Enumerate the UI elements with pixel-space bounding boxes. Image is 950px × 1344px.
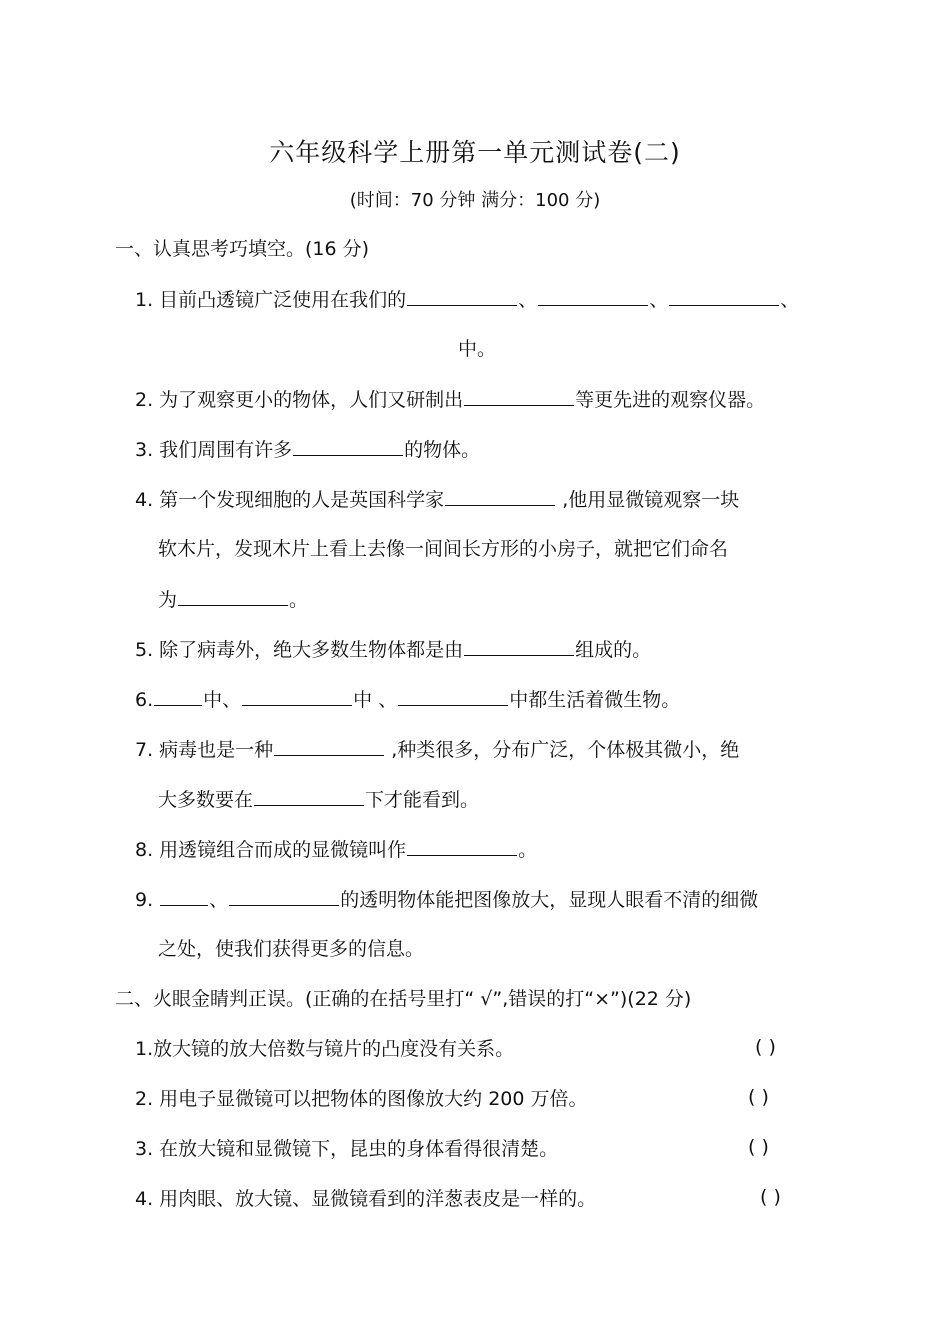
q7-l2-end: 下才能看到。 (365, 789, 480, 811)
q5-blank[interactable] (464, 636, 574, 656)
question-7 (135, 736, 739, 763)
q3-blank[interactable] (293, 436, 403, 456)
q8-text: 8. 用透镜组合而成的显微镜叫作 (135, 839, 407, 861)
q9-blank-1[interactable] (160, 886, 208, 906)
question-6 (135, 686, 680, 713)
q1-text: 1. 目前凸透镜广泛使用在我们的 (135, 289, 407, 311)
question-4 (135, 486, 739, 513)
q9-line-2: 之处，使我们获得更多的信息。 (158, 938, 425, 960)
q9-number: 9. (135, 889, 160, 911)
judge-answer-3[interactable]: ( ) (748, 1136, 769, 1158)
question-5 (135, 636, 651, 663)
judge-item-1: 1.放大镜的放大倍数与镜片的凸度没有关系。 (135, 1038, 515, 1060)
q1-sep-1: 、 (518, 289, 538, 311)
q6-text-1: 中、 (203, 689, 242, 711)
q6-text-2: 中 、 (353, 689, 398, 711)
q8-text-end: 。 (518, 839, 538, 861)
q1-sep-3: 、 (780, 289, 800, 311)
q4-blank-2[interactable] (178, 586, 288, 606)
q9-sep: 、 (209, 889, 229, 911)
page-title: 六年级科学上册第一单元测试卷(二) (269, 138, 681, 167)
question-2 (135, 386, 765, 413)
q1-blank-3[interactable] (669, 286, 779, 306)
q4-text: 4. 第一个发现细胞的人是英国科学家 (135, 489, 445, 511)
q7-text-mid: ,种类很多，分布广泛，个体极其微小，绝 (385, 739, 740, 761)
q7-line-2 (158, 786, 479, 813)
q5-text-end: 组成的。 (575, 639, 652, 661)
q6-blank-3[interactable] (398, 686, 508, 706)
exam-subtitle: (时间：70 分钟 满分：100 分) (349, 190, 601, 211)
q3-text-end: 的物体。 (404, 439, 481, 461)
question-1 (135, 286, 799, 313)
q6-text-3: 中都生活着微生物。 (509, 689, 681, 711)
question-3 (135, 436, 480, 463)
judge-answer-2[interactable]: ( ) (748, 1086, 769, 1108)
q2-blank[interactable] (464, 386, 574, 406)
q4-l3-end: 。 (289, 589, 309, 611)
q1-continuation: 中。 (458, 338, 497, 360)
q8-blank[interactable] (407, 836, 517, 856)
question-8 (135, 836, 537, 863)
q1-blank-1[interactable] (407, 286, 517, 306)
section2-heading: 二、火眼金睛判正误。(正确的在括号里打“ √”,错误的打“×”)(22 分) (115, 988, 692, 1010)
q6-blank-1[interactable] (154, 686, 202, 706)
judge-answer-1[interactable]: ( ) (755, 1036, 776, 1058)
q6-number: 6. (135, 689, 154, 711)
q9-text: 的透明物体能把图像放大，显现人眼看不清的细微 (340, 889, 759, 911)
q1-sep-2: 、 (649, 289, 669, 311)
q7-l2-text: 大多数要在 (158, 789, 254, 811)
q1-blank-2[interactable] (538, 286, 648, 306)
q4-l3-text: 为 (158, 589, 178, 611)
q2-text-end: 等更先进的观察仪器。 (575, 389, 766, 411)
q2-text: 2. 为了观察更小的物体，人们又研制出 (135, 389, 464, 411)
q4-line-2: 软木片，发现木片上看上去像一间间长方形的小房子，就把它们命名 (158, 538, 729, 560)
section1-heading: 一、认真思考巧填空。(16 分) (115, 238, 370, 260)
q4-text-mid: ,他用显微镜观察一块 (556, 489, 740, 511)
judge-item-2: 2. 用电子显微镜可以把物体的图像放大约 200 万倍。 (135, 1088, 588, 1110)
q7-blank-2[interactable] (254, 786, 364, 806)
q5-text: 5. 除了病毒外，绝大多数生物体都是由 (135, 639, 464, 661)
question-9 (135, 886, 758, 913)
q9-blank-2[interactable] (229, 886, 339, 906)
judge-answer-4[interactable]: ( ) (760, 1186, 781, 1208)
q6-blank-2[interactable] (242, 686, 352, 706)
judge-item-3: 3. 在放大镜和显微镜下，昆虫的身体看得很清楚。 (135, 1138, 559, 1160)
q7-text: 7. 病毒也是一种 (135, 739, 274, 761)
q4-blank-1[interactable] (445, 486, 555, 506)
judge-item-4: 4. 用肉眼、放大镜、显微镜看到的洋葱表皮是一样的。 (135, 1188, 597, 1210)
q7-blank-1[interactable] (274, 736, 384, 756)
q4-line-3 (158, 586, 308, 613)
q3-text: 3. 我们周围有许多 (135, 439, 293, 461)
